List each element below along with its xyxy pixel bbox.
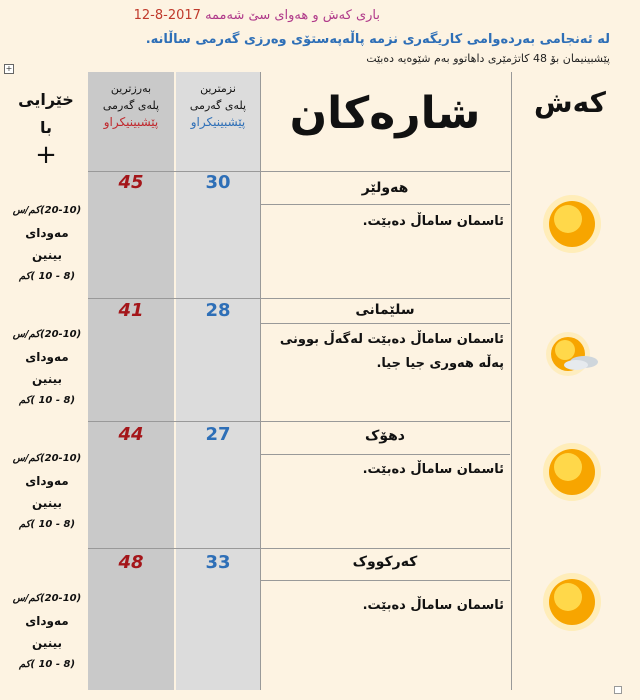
row-divider <box>88 298 510 299</box>
visibility-range: (8 - 10 )کم <box>18 271 76 282</box>
add-icon[interactable]: + <box>35 140 57 170</box>
visibility-range: (8 - 10 )کم <box>18 659 76 670</box>
city-name: سلێمانی <box>355 302 415 318</box>
city-name: دهۆک <box>364 428 405 444</box>
visibility-label-2: بینین <box>32 636 62 650</box>
city-name: هەولێر <box>361 180 409 196</box>
sun-cloud-icon <box>540 322 604 386</box>
report-subtitle: لە ئەنجامی بەردەوامی کاریگەری نزمە پاڵەپەستۆی وەرزی گەرمی ساڵانە. <box>145 32 610 47</box>
wind-visibility <box>4 324 90 412</box>
visibility-label-2: بینین <box>32 248 62 262</box>
row-divider <box>88 548 510 549</box>
min-temp-header-tag: پێشبینیکراو <box>190 115 246 129</box>
visibility-label-2: بینین <box>32 496 62 510</box>
visibility-label-2: بینین <box>32 372 62 386</box>
row-divider <box>88 421 510 422</box>
visibility-label-1: مەودای <box>25 350 69 364</box>
max-temp-header <box>88 80 174 131</box>
expand-icon[interactable]: + <box>5 64 13 73</box>
weather-description: ئاسمان ساماڵ دەبێت لەگەڵ بوونی پەڵە هەوری جیا جیا. <box>279 332 504 371</box>
weather-description: ئاسمان ساماڵ دەبێت. <box>362 462 504 477</box>
wind-header-line2: با <box>39 118 52 137</box>
max-temp-header-tag: پێشبینیکراو <box>103 115 159 129</box>
max-temp-header-line1: بەرزترین <box>110 82 152 95</box>
weather-description: ئاسمان ساماڵ دەبێت. <box>362 598 504 613</box>
city-divider <box>260 323 510 324</box>
min-temp-header <box>176 80 260 131</box>
city-divider <box>260 204 510 205</box>
weather-header: کەش <box>534 86 606 119</box>
min-temp-header-line2: پلەی گەرمی <box>189 99 247 112</box>
wind-speed-range: (20-10)کم/س <box>12 329 82 340</box>
sun-icon <box>540 192 604 256</box>
report-date-value: 2017-8-12 <box>133 8 201 23</box>
max-temp-column <box>88 72 174 690</box>
wind-visibility <box>4 448 90 536</box>
max-temp-value: 41 <box>118 300 144 321</box>
min-temp-column <box>176 72 260 690</box>
city-name: کەرکووک <box>352 554 418 570</box>
sun-icon <box>540 440 604 504</box>
min-temp-value: 28 <box>205 300 231 321</box>
max-temp-value: 45 <box>118 172 144 193</box>
wind-visibility <box>4 588 90 676</box>
visibility-label-1: مەودای <box>25 226 69 240</box>
resize-handle-icon[interactable] <box>614 686 622 694</box>
min-temp-value: 30 <box>205 172 231 193</box>
visibility-label-1: مەودای <box>25 614 69 628</box>
wind-header <box>6 86 86 168</box>
weather-description: ئاسمان ساماڵ دەبێت. <box>362 214 504 229</box>
wind-speed-range: (20-10)کم/س <box>12 205 82 216</box>
city-divider <box>260 454 510 455</box>
max-temp-value: 44 <box>118 424 144 445</box>
cities-header: شارەکان <box>289 88 481 139</box>
wind-visibility <box>4 200 90 288</box>
visibility-range: (8 - 10 )کم <box>18 519 76 530</box>
min-temp-value: 33 <box>205 552 231 573</box>
max-temp-header-line2: پلەی گەرمی <box>102 99 160 112</box>
min-temp-value: 27 <box>205 424 231 445</box>
report-date <box>134 8 380 23</box>
report-title: باری کەش و هەوای سێ شەممە <box>205 8 380 23</box>
visibility-label-1: مەودای <box>25 474 69 488</box>
wind-speed-range: (20-10)کم/س <box>12 453 82 464</box>
city-divider <box>260 580 510 581</box>
max-temp-value: 48 <box>118 552 144 573</box>
report-note: پێشبینیمان بۆ 48 کاتژمێری داهاتوو بەم شێوەیە دەبێت <box>366 52 610 65</box>
visibility-range: (8 - 10 )کم <box>18 395 76 406</box>
wind-speed-range: (20-10)کم/س <box>12 593 82 604</box>
wind-header-line1: خێرایی <box>18 90 74 109</box>
min-temp-header-line1: نزمترین <box>200 82 236 95</box>
sun-icon <box>540 570 604 634</box>
